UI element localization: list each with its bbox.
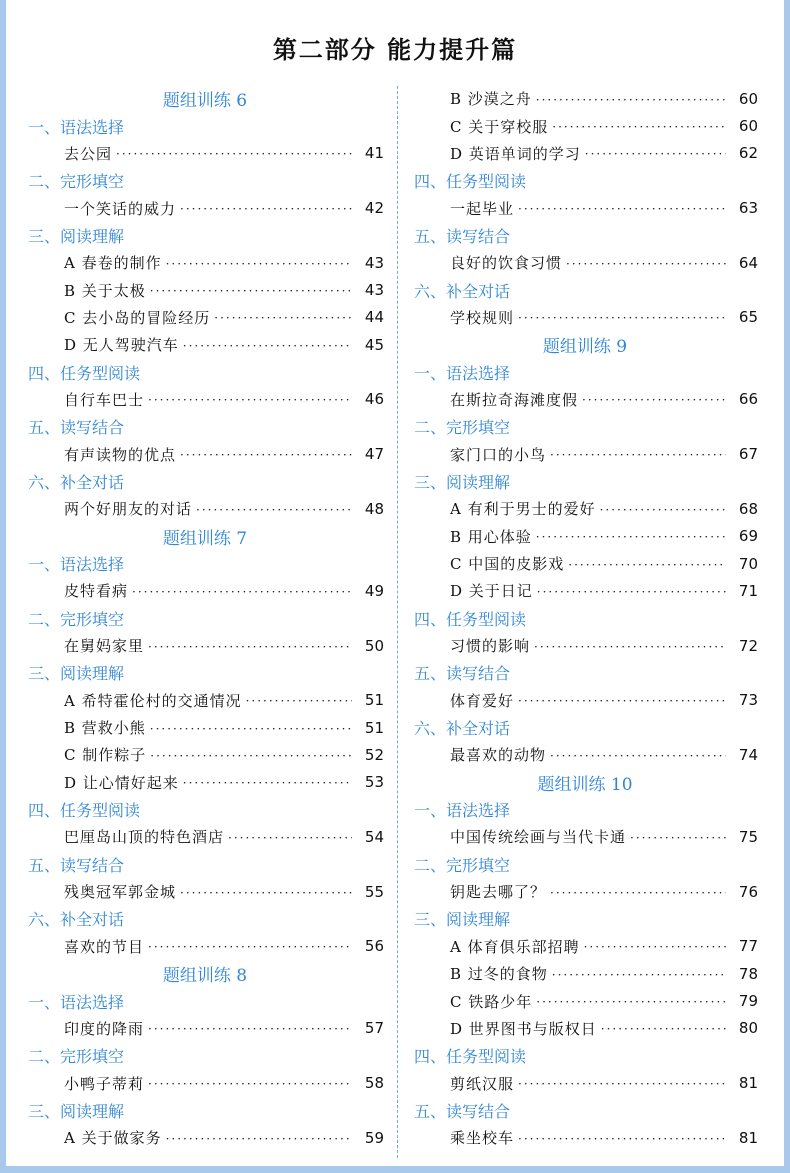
toc-entry	[24, 386, 386, 413]
section-heading: 三、阅读理解	[28, 664, 125, 684]
toc-entry	[24, 769, 386, 796]
toc-entry	[410, 140, 760, 167]
page-number: 56	[364, 937, 384, 956]
entry-title: C 关于穿校服	[450, 117, 549, 136]
entry-title: 最喜欢的动物	[450, 746, 547, 765]
entry-title: C 中国的皮影戏	[450, 555, 565, 574]
dot-leader	[116, 147, 352, 161]
page-number: 63	[738, 199, 758, 218]
toc-entry	[410, 440, 760, 467]
dot-leader	[166, 1132, 352, 1146]
toc-entry	[410, 960, 760, 987]
group-heading: 题组训练 6	[162, 91, 248, 112]
page-number: 77	[738, 937, 758, 956]
dot-leader	[585, 147, 726, 161]
dot-leader	[183, 339, 352, 353]
section-heading: 六、补全对话	[414, 719, 511, 739]
dot-leader	[536, 93, 726, 107]
dot-leader	[183, 776, 352, 790]
dot-leader	[550, 448, 726, 462]
dot-leader	[132, 585, 352, 599]
group-heading: 题组训练 10	[537, 774, 633, 795]
dot-leader	[148, 1022, 352, 1036]
toc-entry	[410, 741, 760, 768]
entry-title: D 世界图书与版权日	[450, 1019, 597, 1038]
page-number: 57	[364, 1019, 384, 1038]
page-number: 76	[738, 882, 758, 901]
dot-leader	[148, 1077, 352, 1091]
section-heading: 四、任务型阅读	[28, 363, 141, 383]
toc-entry	[24, 933, 386, 960]
section-heading: 六、补全对话	[414, 281, 511, 301]
toc-entry	[24, 194, 386, 221]
dot-leader	[180, 886, 352, 900]
dot-leader	[150, 722, 352, 736]
entry-title: 小鸭子蒂莉	[64, 1074, 145, 1093]
page-number: 58	[364, 1074, 384, 1093]
dot-leader	[196, 503, 352, 517]
page-number: 55	[364, 882, 384, 901]
entry-title: A 体育俱乐部招聘	[450, 937, 580, 956]
page-number: 71	[738, 581, 758, 600]
dot-leader	[601, 1022, 726, 1036]
dot-leader	[518, 1132, 726, 1146]
page-number: 54	[364, 827, 384, 846]
entry-title: B 营救小熊	[64, 719, 146, 738]
dot-leader	[166, 257, 352, 271]
toc-entry	[410, 495, 760, 522]
entry-title: A 春卷的制作	[64, 254, 162, 273]
section-heading: 六、补全对话	[28, 910, 125, 930]
section-heading: 二、完形填空	[28, 1047, 125, 1067]
page-number: 62	[738, 144, 758, 163]
entry-title: 残奥冠军郭金城	[64, 883, 177, 902]
toc-entry	[410, 1069, 760, 1096]
section-heading: 一、语法选择	[414, 363, 511, 383]
dot-leader	[228, 831, 352, 845]
entry-title: 乘坐校车	[450, 1129, 515, 1148]
toc-entry	[24, 1124, 386, 1151]
entry-title: 喜欢的节目	[64, 937, 145, 956]
dot-leader	[630, 831, 726, 845]
page-number: 49	[364, 581, 384, 600]
toc-entry	[410, 112, 760, 139]
entry-title: 在斯拉奇海滩度假	[450, 390, 579, 409]
dot-leader	[246, 694, 352, 708]
entry-title: 剪纸汉服	[450, 1074, 515, 1093]
page-number: 70	[738, 554, 758, 573]
page-number: 53	[364, 773, 384, 792]
page-number: 47	[364, 445, 384, 464]
entry-title: A 有利于男士的爱好	[450, 500, 596, 519]
entry-title: 家门口的小鸟	[450, 445, 547, 464]
toc-entry	[24, 577, 386, 604]
page-number: 81	[738, 1074, 758, 1093]
toc-entry	[24, 1015, 386, 1042]
section-heading: 一、语法选择	[414, 801, 511, 821]
section-heading: 一、语法选择	[28, 992, 125, 1012]
page-number: 51	[364, 718, 384, 737]
toc-entry	[410, 85, 760, 112]
page-number: 52	[364, 745, 384, 764]
dot-leader	[518, 311, 726, 325]
toc-entry	[410, 249, 760, 276]
entry-title: 中国传统绘画与当代卡通	[450, 828, 627, 847]
group-heading: 题组训练 7	[162, 528, 248, 549]
toc-left-column	[24, 85, 386, 1151]
entry-title: 印度的降雨	[64, 1019, 145, 1038]
dot-leader	[537, 585, 726, 599]
page-number: 60	[738, 117, 758, 136]
entry-title: A 希特霍伦村的交通情况	[64, 691, 242, 710]
page-number: 46	[364, 390, 384, 409]
toc-entry	[24, 1069, 386, 1096]
dot-leader	[566, 257, 726, 271]
dot-leader	[150, 284, 352, 298]
dot-leader	[148, 940, 352, 954]
entry-title: 钥匙去哪了？	[450, 883, 547, 902]
entry-title: 习惯的影响	[450, 637, 531, 656]
entry-title: 两个好朋友的对话	[64, 500, 193, 519]
dot-leader	[180, 448, 352, 462]
entry-title: B 关于太极	[64, 281, 146, 300]
toc-entry	[410, 386, 760, 413]
page-number: 43	[364, 253, 384, 272]
page-number: 69	[738, 527, 758, 546]
entry-title: A 关于做家务	[64, 1129, 162, 1148]
toc-entry	[410, 194, 760, 221]
entry-title: B 用心体验	[450, 527, 532, 546]
toc-entry	[410, 1124, 760, 1151]
toc-entry	[410, 1015, 760, 1042]
entry-title: C 制作粽子	[64, 746, 147, 765]
section-heading: 三、阅读理解	[414, 472, 511, 492]
toc-entry	[410, 523, 760, 550]
page-number: 41	[364, 144, 384, 163]
page-number: 51	[364, 691, 384, 710]
entry-title: B 过冬的食物	[450, 965, 548, 984]
section-heading: 二、完形填空	[414, 418, 511, 438]
dot-leader	[536, 995, 726, 1009]
entry-title: D 让心情好起来	[64, 773, 179, 792]
entry-title: 有声读物的优点	[64, 445, 177, 464]
toc-right-column	[410, 85, 760, 1151]
toc-entry	[24, 140, 386, 167]
dot-leader	[214, 311, 352, 325]
page-number: 78	[738, 964, 758, 983]
section-heading: 五、读写结合	[414, 1101, 511, 1121]
entry-title: C 铁路少年	[450, 992, 533, 1011]
toc-entry	[24, 331, 386, 358]
section-heading: 二、完形填空	[28, 172, 125, 192]
section-heading: 四、任务型阅读	[414, 172, 527, 192]
section-heading: 三、阅读理解	[414, 910, 511, 930]
toc-entry	[410, 304, 760, 331]
entry-title: D 英语单词的学习	[450, 144, 581, 163]
section-heading: 一、语法选择	[28, 555, 125, 575]
page-number: 43	[364, 281, 384, 300]
section-heading: 二、完形填空	[28, 609, 125, 629]
entry-title: 皮特看病	[64, 582, 129, 601]
dot-leader	[552, 120, 726, 134]
page-number: 68	[738, 499, 758, 518]
page-number: 81	[738, 1128, 758, 1147]
group-heading: 题组训练 9	[542, 337, 628, 358]
toc-entry	[24, 440, 386, 467]
section-heading: 四、任务型阅读	[28, 801, 141, 821]
dot-leader	[550, 886, 726, 900]
entry-title: 一起毕业	[450, 199, 515, 218]
dot-leader	[180, 202, 352, 216]
page-number: 42	[364, 199, 384, 218]
page-number: 65	[738, 308, 758, 327]
toc-entry	[410, 687, 760, 714]
toc-entry	[24, 249, 386, 276]
entry-title: 学校规则	[450, 308, 515, 327]
dot-leader	[582, 393, 726, 407]
page-number: 50	[364, 636, 384, 655]
toc-entry	[24, 741, 386, 768]
group-heading: 题组训练 8	[162, 966, 248, 987]
page-number: 48	[364, 499, 384, 518]
entry-title: 良好的饮食习惯	[450, 254, 563, 273]
page-number: 73	[738, 691, 758, 710]
dot-leader	[584, 940, 726, 954]
page-number: 72	[738, 636, 758, 655]
toc-entry	[24, 714, 386, 741]
toc-entry	[410, 550, 760, 577]
entry-title: D 关于日记	[450, 582, 533, 601]
section-heading: 四、任务型阅读	[414, 1047, 527, 1067]
column-divider	[397, 86, 398, 1158]
entry-title: 体育爱好	[450, 691, 515, 710]
section-heading: 五、读写结合	[414, 226, 511, 246]
section-heading: 四、任务型阅读	[414, 609, 527, 629]
page-number: 44	[364, 308, 384, 327]
dot-leader	[150, 749, 352, 763]
dot-leader	[534, 640, 726, 654]
page-number: 67	[738, 445, 758, 464]
page-number: 74	[738, 745, 758, 764]
section-heading: 五、读写结合	[414, 664, 511, 684]
toc-entry	[410, 987, 760, 1014]
toc-entry	[410, 878, 760, 905]
page-number: 45	[364, 335, 384, 354]
entry-title: 一个笑话的威力	[64, 199, 177, 218]
section-heading: 二、完形填空	[414, 855, 511, 875]
dot-leader	[550, 749, 726, 763]
dot-leader	[600, 503, 726, 517]
toc-entry	[410, 933, 760, 960]
dot-leader	[536, 530, 726, 544]
entry-title: 去公园	[64, 144, 113, 163]
dot-leader	[148, 393, 352, 407]
page-number: 64	[738, 253, 758, 272]
dot-leader	[568, 558, 726, 572]
entry-title: 在舅妈家里	[64, 637, 145, 656]
section-heading: 五、读写结合	[28, 855, 125, 875]
toc-entry	[24, 495, 386, 522]
section-heading: 三、阅读理解	[28, 226, 125, 246]
toc-entry	[410, 632, 760, 659]
dot-leader	[518, 202, 726, 216]
entry-title: 自行车巴士	[64, 390, 145, 409]
toc-entry	[24, 823, 386, 850]
section-heading: 三、阅读理解	[28, 1101, 125, 1121]
section-heading: 一、语法选择	[28, 117, 125, 137]
dot-leader	[518, 1077, 726, 1091]
toc-entry	[24, 304, 386, 331]
section-heading: 六、补全对话	[28, 472, 125, 492]
dot-leader	[518, 694, 726, 708]
page-number: 75	[738, 827, 758, 846]
toc-entry	[410, 577, 760, 604]
dot-leader	[552, 968, 726, 982]
page-title: 第二部分 能力提升篇	[272, 36, 518, 64]
entry-title: C 去小岛的冒险经历	[64, 308, 211, 327]
entry-title: B 沙漠之舟	[450, 90, 532, 109]
entry-title: 巴厘岛山顶的特色酒店	[64, 828, 225, 847]
toc-entry	[24, 687, 386, 714]
page-number: 79	[738, 992, 758, 1011]
page-number: 59	[364, 1128, 384, 1147]
page-number: 66	[738, 390, 758, 409]
section-heading: 五、读写结合	[28, 418, 125, 438]
toc-entry	[410, 823, 760, 850]
page-number: 60	[738, 89, 758, 108]
page-number: 80	[738, 1019, 758, 1038]
dot-leader	[148, 640, 352, 654]
toc-entry	[24, 632, 386, 659]
entry-title: D 无人驾驶汽车	[64, 336, 179, 355]
toc-entry	[24, 878, 386, 905]
toc-entry	[24, 276, 386, 303]
